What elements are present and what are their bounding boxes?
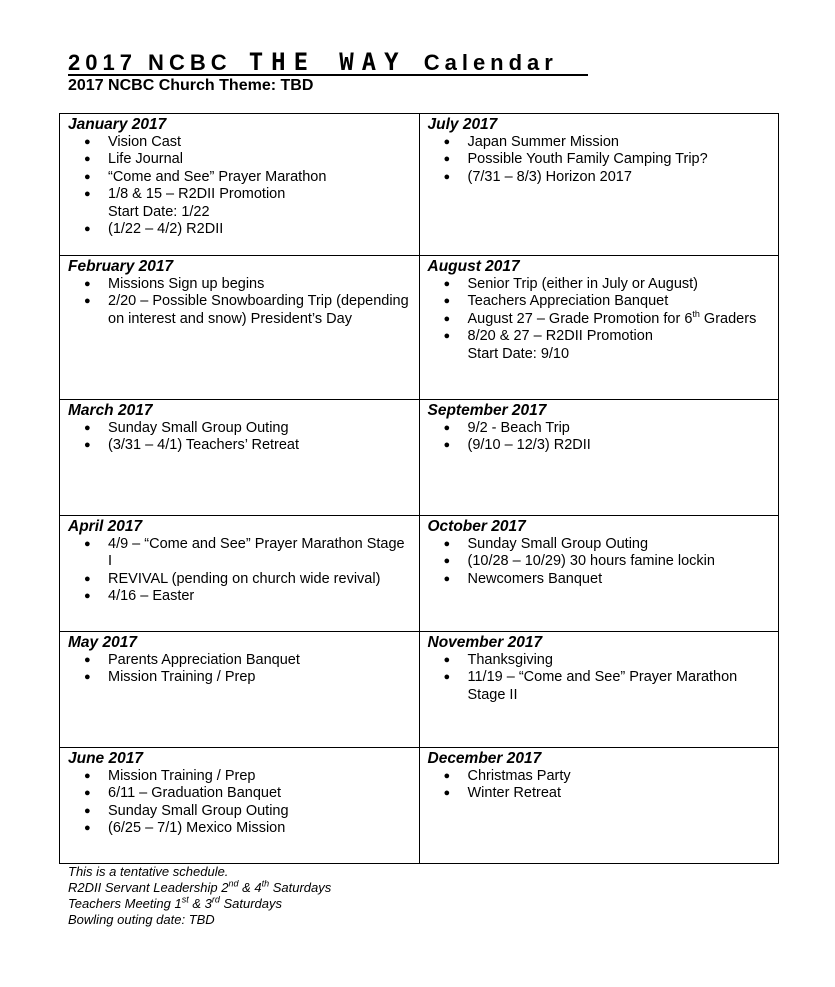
- event-item: ● August 27 – Grade Promotion for 6th Graders: [468, 311, 771, 329]
- event-item: ● 6/11 – Graduation Banquet: [108, 785, 411, 803]
- event-item: ● (10/28 – 10/29) 30 hours famine lockin: [468, 553, 771, 571]
- event-item: ● (1/22 – 4/2) R2DII: [108, 221, 411, 239]
- month-cell: [60, 400, 420, 516]
- month-cell: [419, 632, 779, 748]
- event-list: [68, 134, 411, 239]
- event-list: [428, 276, 771, 364]
- month-cell: [419, 114, 779, 256]
- event-item: ● Sunday Small Group Outing: [108, 803, 411, 821]
- event-item: ● (9/10 – 12/3) R2DII: [468, 437, 771, 455]
- month-heading: November 2017: [427, 634, 543, 651]
- event-item: ● “Come and See” Prayer Marathon: [108, 169, 411, 187]
- title-way: WAY: [339, 48, 407, 76]
- event-list: [428, 420, 771, 455]
- month-heading: May 2017: [68, 634, 137, 651]
- event-item: ● Winter Retreat: [468, 785, 771, 803]
- month-heading: February 2017: [68, 258, 174, 275]
- event-item: ● Teachers Appreciation Banquet: [468, 293, 771, 311]
- calendar-row: [60, 632, 779, 748]
- calendar-title: [68, 48, 558, 76]
- event-item: ● Thanksgiving: [468, 652, 771, 670]
- event-item: ● Sunday Small Group Outing: [468, 536, 771, 554]
- month-heading: August 2017: [427, 258, 520, 275]
- event-item: ● Vision Cast: [108, 134, 411, 152]
- event-item: ● Japan Summer Mission: [468, 134, 771, 152]
- event-list: [428, 768, 771, 803]
- event-item: ● Newcomers Banquet: [468, 571, 771, 589]
- event-item: ● Parents Appreciation Banquet: [108, 652, 411, 670]
- page-subtitle: 2017 NCBC Church Theme: TBD: [68, 77, 314, 94]
- month-cell: [60, 632, 420, 748]
- calendar-table: [59, 113, 779, 864]
- month-cell: [60, 114, 420, 256]
- event-item: ● 1/8 & 15 – R2DII Promotion Start Date: 1/22: [108, 186, 411, 221]
- footer-note-teachers: Teachers Meeting 1st & 3rd Saturdays: [68, 894, 283, 911]
- event-item: ● Missions Sign up begins: [108, 276, 411, 294]
- footer-note-tentative: This is a tentative schedule.: [68, 864, 229, 879]
- footer-notes: [68, 864, 331, 928]
- month-heading: June 2017: [68, 750, 143, 767]
- month-heading: March 2017: [68, 402, 153, 419]
- event-list: [68, 536, 411, 606]
- event-list: [68, 768, 411, 838]
- calendar-row: [60, 516, 779, 632]
- title-the: THE: [248, 48, 317, 76]
- calendar-row: [60, 748, 779, 864]
- event-item: ● 8/20 & 27 – R2DII Promotion Start Date: 9/10: [468, 328, 771, 363]
- event-list: [428, 652, 771, 705]
- event-item: ● (7/31 – 8/3) Horizon 2017: [468, 169, 771, 187]
- event-item: ● (3/31 – 4/1) Teachers’ Retreat: [108, 437, 411, 455]
- event-list: [68, 420, 411, 455]
- month-heading: September 2017: [427, 402, 547, 419]
- month-cell: [60, 516, 420, 632]
- event-item: ● 4/9 – “Come and See” Prayer Marathon Stage I: [108, 536, 411, 571]
- footer-note-bowling: Bowling outing date: TBD: [68, 912, 215, 927]
- event-item-continuation: Start Date: 1/22: [108, 203, 210, 220]
- calendar-row: [60, 114, 779, 256]
- month-heading: April 2017: [68, 518, 143, 535]
- footer-note-r2dii: R2DII Servant Leadership 2nd & 4th Saturdays: [68, 878, 332, 895]
- title-underline: [68, 74, 588, 76]
- event-item: ● REVIVAL (pending on church wide revival): [108, 571, 411, 589]
- month-heading: December 2017: [427, 750, 542, 767]
- event-item: ● Possible Youth Family Camping Trip?: [468, 151, 771, 169]
- event-item: ● 4/16 – Easter: [108, 588, 411, 606]
- month-heading: October 2017: [427, 518, 526, 535]
- month-cell: [60, 748, 420, 864]
- event-list: [68, 652, 411, 687]
- calendar-row: [60, 400, 779, 516]
- event-list: [68, 276, 411, 329]
- event-item: ● Christmas Party: [468, 768, 771, 786]
- month-cell: [419, 748, 779, 864]
- month-cell: [419, 516, 779, 632]
- event-item: ● Life Journal: [108, 151, 411, 169]
- title-prefix: 2017 NCBC: [68, 50, 232, 75]
- event-item: ● 9/2 - Beach Trip: [468, 420, 771, 438]
- event-item: ● Sunday Small Group Outing: [108, 420, 411, 438]
- calendar-row: [60, 256, 779, 400]
- event-item: ● Mission Training / Prep: [108, 768, 411, 786]
- event-list: [428, 134, 771, 187]
- event-list: [428, 536, 771, 589]
- month-heading: July 2017: [427, 116, 498, 133]
- event-item: ● Mission Training / Prep: [108, 669, 411, 687]
- month-heading: January 2017: [68, 116, 167, 133]
- event-item: ● (6/25 – 7/1) Mexico Mission: [108, 820, 411, 838]
- event-item: ● 11/19 – “Come and See” Prayer Marathon Stage II: [468, 669, 771, 704]
- month-cell: [419, 400, 779, 516]
- title-suffix: Calendar: [423, 50, 558, 75]
- month-cell: [419, 256, 779, 400]
- event-item: ● 2/20 – Possible Snowboarding Trip (depending on interest and snow) President’s Day: [108, 293, 411, 328]
- month-cell: [60, 256, 420, 400]
- event-item: ● Senior Trip (either in July or August): [468, 276, 771, 294]
- event-item-continuation: Start Date: 9/10: [467, 345, 570, 362]
